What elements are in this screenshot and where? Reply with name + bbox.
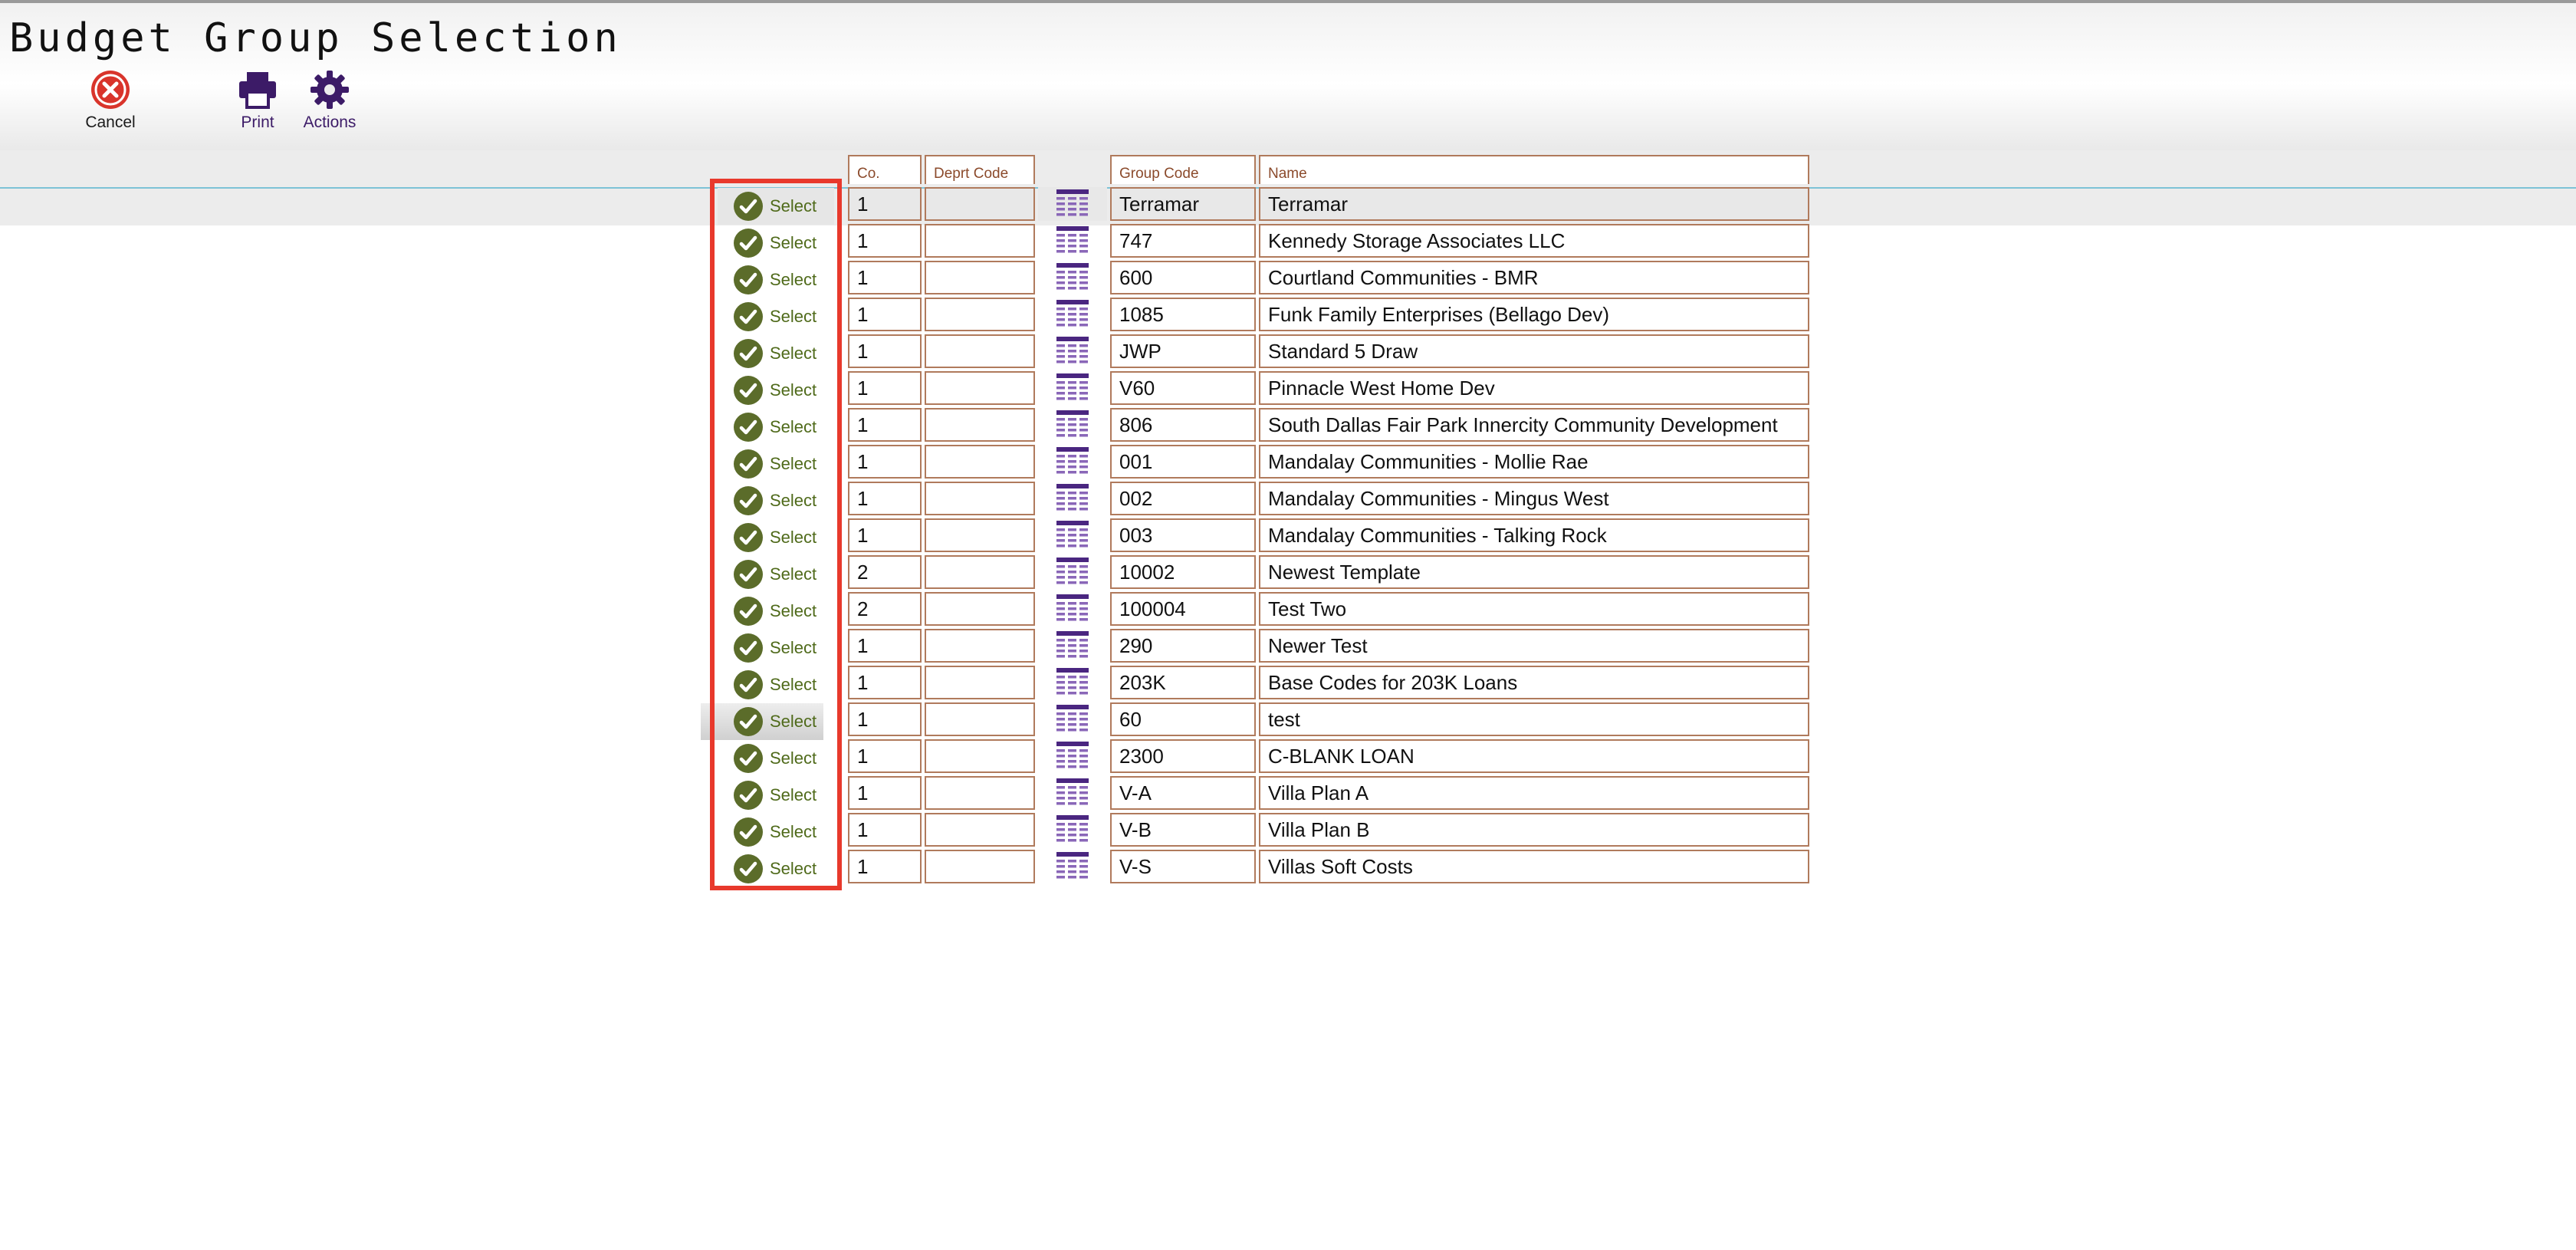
cell-group-code: 203K — [1110, 666, 1256, 699]
table-row[interactable] — [848, 224, 1809, 258]
cell-dept-code — [925, 813, 1035, 847]
list-icon — [1056, 263, 1089, 292]
list-icon — [1056, 226, 1089, 255]
cell-dept-code — [925, 445, 1035, 479]
cell-co: 1 — [848, 371, 922, 405]
table-row[interactable] — [848, 776, 1809, 810]
cell-dept-code — [925, 739, 1035, 773]
table-row[interactable] — [848, 334, 1809, 368]
column-header-dept-code[interactable]: Deprt Code — [925, 155, 1035, 184]
list-icon — [1056, 742, 1089, 771]
table-row[interactable] — [848, 298, 1809, 331]
cell-dept-code — [925, 850, 1035, 883]
print-label: Print — [241, 113, 274, 131]
cell-group-code: V-S — [1110, 850, 1256, 883]
select-label: Select — [770, 822, 817, 841]
cell-co: 1 — [848, 298, 922, 331]
cell-dept-code — [925, 408, 1035, 442]
table-row[interactable] — [848, 187, 1809, 221]
select-column-highlight — [710, 179, 842, 890]
cell-name: Villas Soft Costs — [1259, 850, 1809, 883]
list-icon — [1056, 484, 1089, 513]
cell-name: test — [1259, 702, 1809, 736]
cell-group-code: V60 — [1110, 371, 1256, 405]
row-detail-button[interactable] — [1038, 408, 1107, 442]
cell-name: C-BLANK LOAN — [1259, 739, 1809, 773]
cell-co: 1 — [848, 224, 922, 258]
close-circle-icon — [90, 69, 131, 110]
cell-dept-code — [925, 518, 1035, 552]
select-label: Select — [770, 417, 817, 436]
cell-group-code: 60 — [1110, 702, 1256, 736]
select-label: Select — [770, 748, 817, 768]
page-title: Budget Group Selection — [9, 15, 622, 61]
cell-dept-code — [925, 555, 1035, 589]
cell-dept-code — [925, 371, 1035, 405]
row-detail-button[interactable] — [1038, 850, 1107, 883]
cell-name: Funk Family Enterprises (Bellago Dev) — [1259, 298, 1809, 331]
row-detail-button[interactable] — [1038, 739, 1107, 773]
list-icon — [1056, 852, 1089, 881]
cell-group-code: JWP — [1110, 334, 1256, 368]
list-icon — [1056, 594, 1089, 623]
table-header-row — [848, 155, 1809, 184]
table-row[interactable] — [848, 518, 1809, 552]
cell-group-code: 747 — [1110, 224, 1256, 258]
cell-co: 1 — [848, 518, 922, 552]
cell-co: 1 — [848, 813, 922, 847]
cell-group-code: 100004 — [1110, 592, 1256, 626]
list-icon — [1056, 337, 1089, 366]
cell-group-code: 002 — [1110, 482, 1256, 515]
row-detail-button[interactable] — [1038, 261, 1107, 294]
cell-group-code: 2300 — [1110, 739, 1256, 773]
print-button[interactable] — [227, 69, 288, 132]
cell-name: Villa Plan A — [1259, 776, 1809, 810]
cell-dept-code — [925, 187, 1035, 221]
table-row[interactable] — [848, 592, 1809, 626]
list-icon — [1056, 558, 1089, 587]
list-icon — [1056, 705, 1089, 734]
select-label: Select — [770, 307, 817, 326]
cell-name: Mandalay Communities - Mingus West — [1259, 482, 1809, 515]
cell-dept-code — [925, 776, 1035, 810]
row-detail-button[interactable] — [1038, 518, 1107, 552]
row-detail-button[interactable] — [1038, 334, 1107, 368]
row-detail-button[interactable] — [1038, 702, 1107, 736]
select-label: Select — [770, 564, 817, 584]
table-row[interactable] — [848, 702, 1809, 736]
cell-name: Base Codes for 203K Loans — [1259, 666, 1809, 699]
cell-co: 1 — [848, 187, 922, 221]
cell-co: 2 — [848, 592, 922, 626]
gear-icon — [309, 69, 350, 110]
select-label: Select — [770, 528, 817, 547]
row-detail-button[interactable] — [1038, 666, 1107, 699]
cell-co: 1 — [848, 445, 922, 479]
cell-dept-code — [925, 224, 1035, 258]
cell-co: 1 — [848, 334, 922, 368]
cell-dept-code — [925, 482, 1035, 515]
select-label: Select — [770, 675, 817, 694]
cell-name: Pinnacle West Home Dev — [1259, 371, 1809, 405]
select-label: Select — [770, 233, 817, 252]
list-icon — [1056, 815, 1089, 844]
cell-dept-code — [925, 702, 1035, 736]
row-detail-button[interactable] — [1038, 592, 1107, 626]
cell-dept-code — [925, 629, 1035, 663]
cell-group-code: 001 — [1110, 445, 1256, 479]
list-icon — [1056, 189, 1089, 219]
cell-group-code: 003 — [1110, 518, 1256, 552]
select-label: Select — [770, 454, 817, 473]
cell-co: 1 — [848, 261, 922, 294]
cell-dept-code — [925, 261, 1035, 294]
cell-co: 1 — [848, 629, 922, 663]
cell-name: Mandalay Communities - Talking Rock — [1259, 518, 1809, 552]
cell-name: Newest Template — [1259, 555, 1809, 589]
cell-name: Terramar — [1259, 187, 1809, 221]
cell-co: 1 — [848, 850, 922, 883]
cancel-button[interactable] — [80, 69, 141, 132]
cell-group-code: 806 — [1110, 408, 1256, 442]
printer-icon — [237, 69, 278, 110]
table-row[interactable] — [848, 813, 1809, 847]
table-row[interactable] — [848, 666, 1809, 699]
table-row[interactable] — [848, 555, 1809, 589]
cell-name: Courtland Communities - BMR — [1259, 261, 1809, 294]
row-detail-button[interactable] — [1038, 224, 1107, 258]
row-detail-button[interactable] — [1038, 555, 1107, 589]
cell-name: Villa Plan B — [1259, 813, 1809, 847]
cell-co: 1 — [848, 482, 922, 515]
cell-group-code: Terramar — [1110, 187, 1256, 221]
cell-co: 1 — [848, 702, 922, 736]
select-label: Select — [770, 270, 817, 289]
select-label: Select — [770, 344, 817, 363]
list-icon — [1056, 410, 1089, 439]
row-detail-button[interactable] — [1038, 371, 1107, 405]
table-row[interactable] — [848, 408, 1809, 442]
list-icon — [1056, 373, 1089, 403]
cell-dept-code — [925, 592, 1035, 626]
cell-co: 2 — [848, 555, 922, 589]
cell-group-code: 10002 — [1110, 555, 1256, 589]
row-detail-button[interactable] — [1038, 445, 1107, 479]
table-row[interactable] — [848, 629, 1809, 663]
select-label: Select — [770, 491, 817, 510]
row-detail-button[interactable] — [1038, 629, 1107, 663]
cell-group-code: V-B — [1110, 813, 1256, 847]
select-label: Select — [770, 601, 817, 620]
cell-name: Newer Test — [1259, 629, 1809, 663]
budget-group-table — [845, 152, 1812, 887]
cell-name: South Dallas Fair Park Innercity Community Development — [1259, 408, 1809, 442]
table-row[interactable] — [848, 739, 1809, 773]
row-detail-button[interactable] — [1038, 187, 1107, 221]
select-label: Select — [770, 859, 817, 878]
cell-group-code: 1085 — [1110, 298, 1256, 331]
table-row[interactable] — [848, 445, 1809, 479]
column-header-group-code[interactable]: Group Code — [1110, 155, 1256, 184]
cell-co: 1 — [848, 776, 922, 810]
list-icon — [1056, 778, 1089, 808]
cell-group-code: 600 — [1110, 261, 1256, 294]
select-label: Select — [770, 638, 817, 657]
cell-name: Mandalay Communities - Mollie Rae — [1259, 445, 1809, 479]
cell-dept-code — [925, 666, 1035, 699]
table-row[interactable] — [848, 371, 1809, 405]
column-header-name[interactable]: Name — [1259, 155, 1809, 184]
cell-co: 1 — [848, 666, 922, 699]
select-label: Select — [770, 712, 817, 731]
cell-name: Test Two — [1259, 592, 1809, 626]
select-label: Select — [770, 196, 817, 215]
row-detail-button[interactable] — [1038, 298, 1107, 331]
row-detail-button[interactable] — [1038, 813, 1107, 847]
actions-button[interactable] — [296, 69, 363, 132]
cell-dept-code — [925, 298, 1035, 331]
table-row[interactable] — [848, 261, 1809, 294]
table-row[interactable] — [848, 482, 1809, 515]
column-header-co[interactable]: Co. — [848, 155, 922, 184]
list-icon — [1056, 521, 1089, 550]
cell-dept-code — [925, 334, 1035, 368]
list-icon — [1056, 631, 1089, 660]
cell-co: 1 — [848, 408, 922, 442]
column-header-icon — [1038, 155, 1107, 184]
cell-name: Kennedy Storage Associates LLC — [1259, 224, 1809, 258]
cancel-label: Cancel — [85, 113, 136, 131]
list-icon — [1056, 300, 1089, 329]
select-label: Select — [770, 380, 817, 400]
list-icon — [1056, 447, 1089, 476]
row-detail-button[interactable] — [1038, 776, 1107, 810]
cell-group-code: V-A — [1110, 776, 1256, 810]
cell-co: 1 — [848, 739, 922, 773]
table-row[interactable] — [848, 850, 1809, 883]
row-detail-button[interactable] — [1038, 482, 1107, 515]
select-label: Select — [770, 785, 817, 804]
cell-name: Standard 5 Draw — [1259, 334, 1809, 368]
actions-label: Actions — [303, 113, 356, 131]
cell-group-code: 290 — [1110, 629, 1256, 663]
list-icon — [1056, 668, 1089, 697]
page-header — [0, 3, 2576, 150]
